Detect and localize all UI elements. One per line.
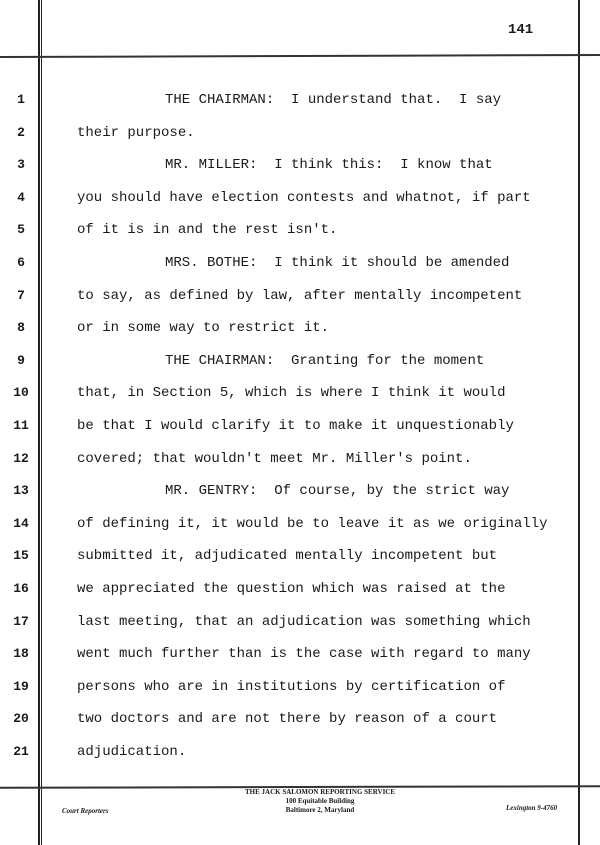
line-text: covered; that wouldn't meet Mr. Miller's point. — [77, 450, 472, 467]
transcript-line — [0, 416, 600, 436]
transcript-line — [0, 677, 600, 697]
line-text: we appreciated the question which was raised at the — [77, 581, 506, 597]
transcript-line — [0, 546, 600, 566]
line-text: went much further than is the case with regard to many — [77, 646, 531, 663]
transcript-line — [0, 188, 600, 208]
line-number: 6 — [17, 255, 25, 270]
transcript-line — [0, 220, 600, 240]
transcript-line — [0, 90, 600, 110]
line-text: MR. MILLER: I think this: I know that — [165, 157, 493, 174]
transcript-line — [0, 123, 600, 143]
line-text: adjudication. — [77, 744, 187, 760]
line-number: 1 — [17, 92, 25, 107]
line-number: 13 — [13, 483, 29, 499]
line-number: 5 — [17, 222, 25, 238]
line-number: 14 — [13, 515, 29, 531]
line-number: 9 — [17, 352, 25, 368]
line-number: 3 — [17, 157, 25, 173]
footer-company — [150, 788, 490, 815]
line-text: submitted it, adjudicated mentally incompetent but — [77, 548, 498, 565]
transcript-line — [0, 709, 600, 729]
company-address-2: Baltimore 2, Maryland — [285, 806, 355, 814]
line-number: 19 — [13, 678, 29, 694]
transcript-line — [0, 612, 600, 632]
line-text: persons who are in institutions by certification of — [77, 678, 506, 695]
header-rule — [0, 54, 600, 58]
footer-left: Court Reporters — [62, 807, 109, 815]
transcript-line — [0, 383, 600, 403]
line-text: of defining it, it would be to leave it as we originally — [77, 515, 548, 532]
line-text: of it is in and the rest isn't. — [77, 222, 338, 239]
transcript-line — [0, 481, 600, 501]
page-number: 141 — [508, 22, 534, 38]
line-number: 21 — [13, 744, 29, 759]
line-number: 18 — [13, 646, 29, 662]
transcript-line — [0, 449, 600, 469]
transcript-line — [0, 644, 600, 664]
transcript-line — [0, 155, 600, 175]
company-name: THE JACK SALOMON REPORTING SERVICE — [244, 788, 396, 796]
company-address-1: 100 Equitable Building — [285, 797, 355, 805]
transcript-line — [0, 579, 600, 599]
line-text: to say, as defined by law, after mentally incompetent — [77, 287, 523, 304]
line-text: MRS. BOTHE: I think it should be amended — [165, 255, 510, 271]
line-number: 8 — [17, 320, 25, 336]
line-number: 7 — [17, 287, 25, 303]
line-number: 2 — [17, 124, 25, 140]
line-number: 12 — [13, 450, 29, 466]
line-number: 20 — [13, 711, 29, 727]
line-text: or in some way to restrict it. — [77, 320, 330, 337]
footer-phone: Lexington 9-4760 — [506, 804, 558, 812]
line-number: 10 — [13, 385, 29, 401]
line-text: last meeting, that an adjudication was something which — [77, 613, 531, 630]
line-text: that, in Section 5, which is where I think it would — [77, 385, 506, 402]
line-text: you should have election contests and whatnot, if part — [77, 189, 531, 206]
line-text: THE CHAIRMAN: Granting for the moment — [165, 352, 485, 369]
line-text: be that I would clarify it to make it unquestionably — [77, 418, 514, 434]
line-number: 15 — [13, 548, 29, 564]
line-text: two doctors and are not there by reason of a court — [77, 711, 498, 728]
transcript-line — [0, 351, 600, 371]
line-number: 11 — [13, 418, 29, 433]
line-number: 4 — [17, 189, 25, 205]
transcript-line — [0, 742, 600, 762]
transcript-line — [0, 253, 600, 273]
line-number: 17 — [13, 613, 29, 629]
transcript-line — [0, 514, 600, 534]
line-number: 16 — [13, 581, 29, 596]
line-text: THE CHAIRMAN: I understand that. I say — [165, 92, 502, 108]
transcript-line — [0, 286, 600, 306]
transcript-line — [0, 318, 600, 338]
line-text: their purpose. — [77, 124, 195, 141]
line-text: MR. GENTRY: Of course, by the strict way — [165, 483, 510, 500]
